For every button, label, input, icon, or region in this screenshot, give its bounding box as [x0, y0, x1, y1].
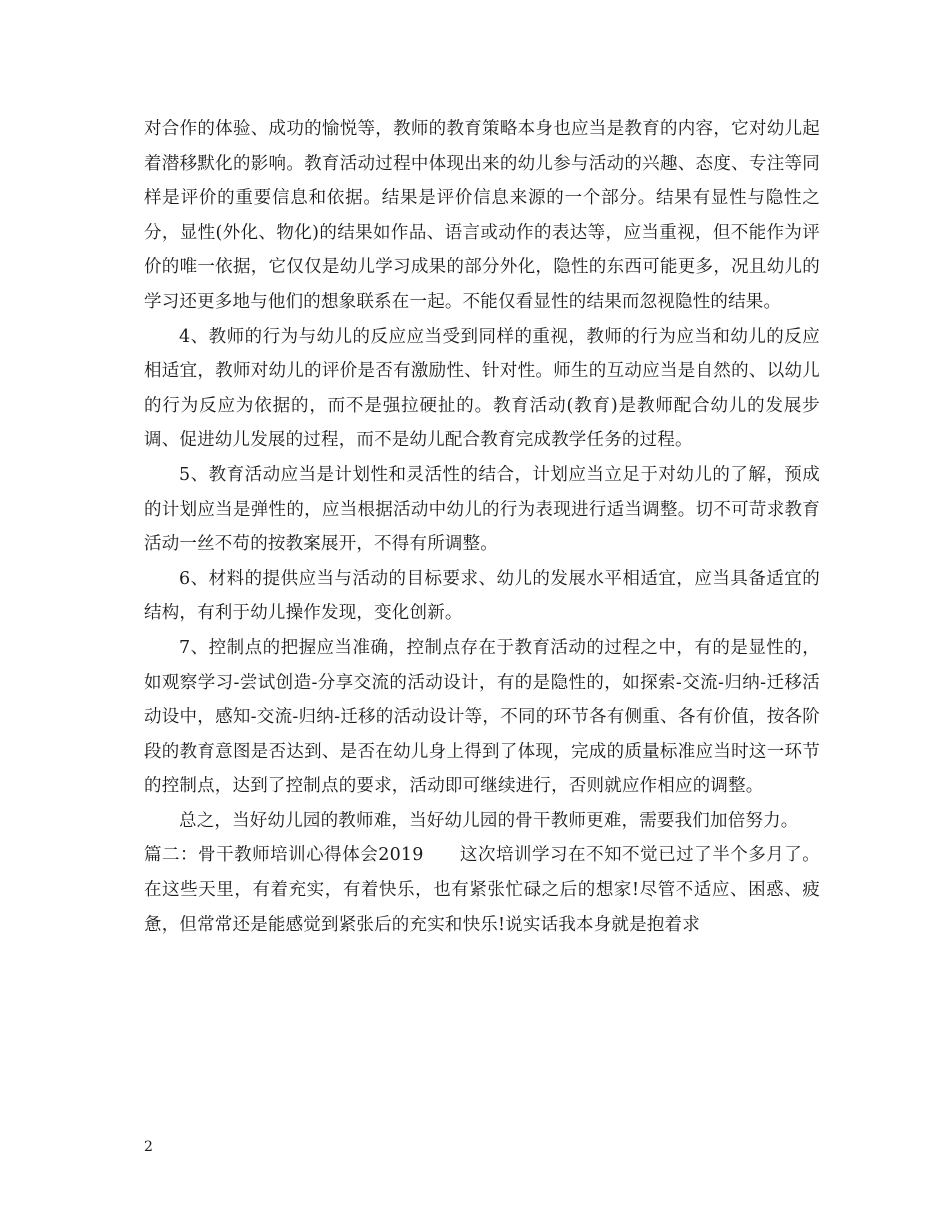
paragraph-continuation: 对合作的体验、成功的愉悦等，教师的教育策略本身也应当是教育的内容，它对幼儿起着潜移默化的影响。教育活动过程中体现出来的幼儿参与活动的兴趣、态度、专注等同样是评价的重要信息和依据。结果是评价信息来源的一个部分。结果有显性与隐性之分，显性(外化、物化)的结果如作品、语言或动作的表达等，应当重视，但不能作为评价的唯一依据，它仅仅是幼儿学习成果的部分外化，隐性的东西可能更多，况且幼儿的学习还更多地与他们的想象联系在一起。不能仅看显性的结果而忽视隐性的结果。: [144, 119, 820, 312]
paragraph-point-5: 5、教育活动应当是计划性和灵活性的结合，计划应当立足于对幼儿的了解，预成的计划应当是弹性的，应当根据活动中幼儿的行为表现进行适当调整。切不可苛求教育活动一丝不苟的按教案展开，不得有所调整。: [144, 464, 820, 555]
paragraph-part-two: 篇二：骨干教师培训心得体会2019 这次培训学习在不知不觉已过了半个多月了。在这些天里，有着充实，有着快乐，也有紧张忙碌之后的想家!尽管不适应、困惑、疲惫，但常常还是能感觉到紧张后的充实和快乐!说实话我本身就是抱着求: [144, 845, 820, 935]
paragraph-point-7: 7、控制点的把握应当准确，控制点存在于教育活动的过程之中，有的是显性的，如观察学习-尝试创造-分享交流的活动设计，有的是隐性的，如探索-交流-归纳-迁移活动设中，感知-交流-归纳-迁移的活动设计等，不同的环节各有侧重、各有价值，按各阶段的教育意图是否达到、是否在幼儿身上得到了体现，完成的质量标准应当时这一环节的控制点，达到了控制点的要求，活动即可继续进行，否则就应作相应的调整。: [144, 637, 820, 797]
page-number: 2: [144, 1139, 153, 1155]
paragraph-summary: 总之，当好幼儿园的教师难，当好幼儿园的骨干教师更难，需要我们加倍努力。: [179, 810, 799, 831]
paragraph-point-6: 6、材料的提供应当与活动的目标要求、幼儿的发展水平相适宜，应当具备适宜的结构，有利于幼儿操作发现，变化创新。: [144, 568, 820, 624]
paragraph-point-4: 4、教师的行为与幼儿的反应应当受到同样的重视，教师的行为应当和幼儿的反应相适宜，教师对幼儿的评价是否有激励性、针对性。师生的互动应当是自然的、以幼儿的行为反应为依据的，而不是强拉硬扯的。教育活动(教育)是教师配合幼儿的发展步调、促进幼儿发展的过程，而不是幼儿配合教育完成教学任务的过程。: [144, 326, 820, 451]
document-body: [144, 112, 820, 942]
